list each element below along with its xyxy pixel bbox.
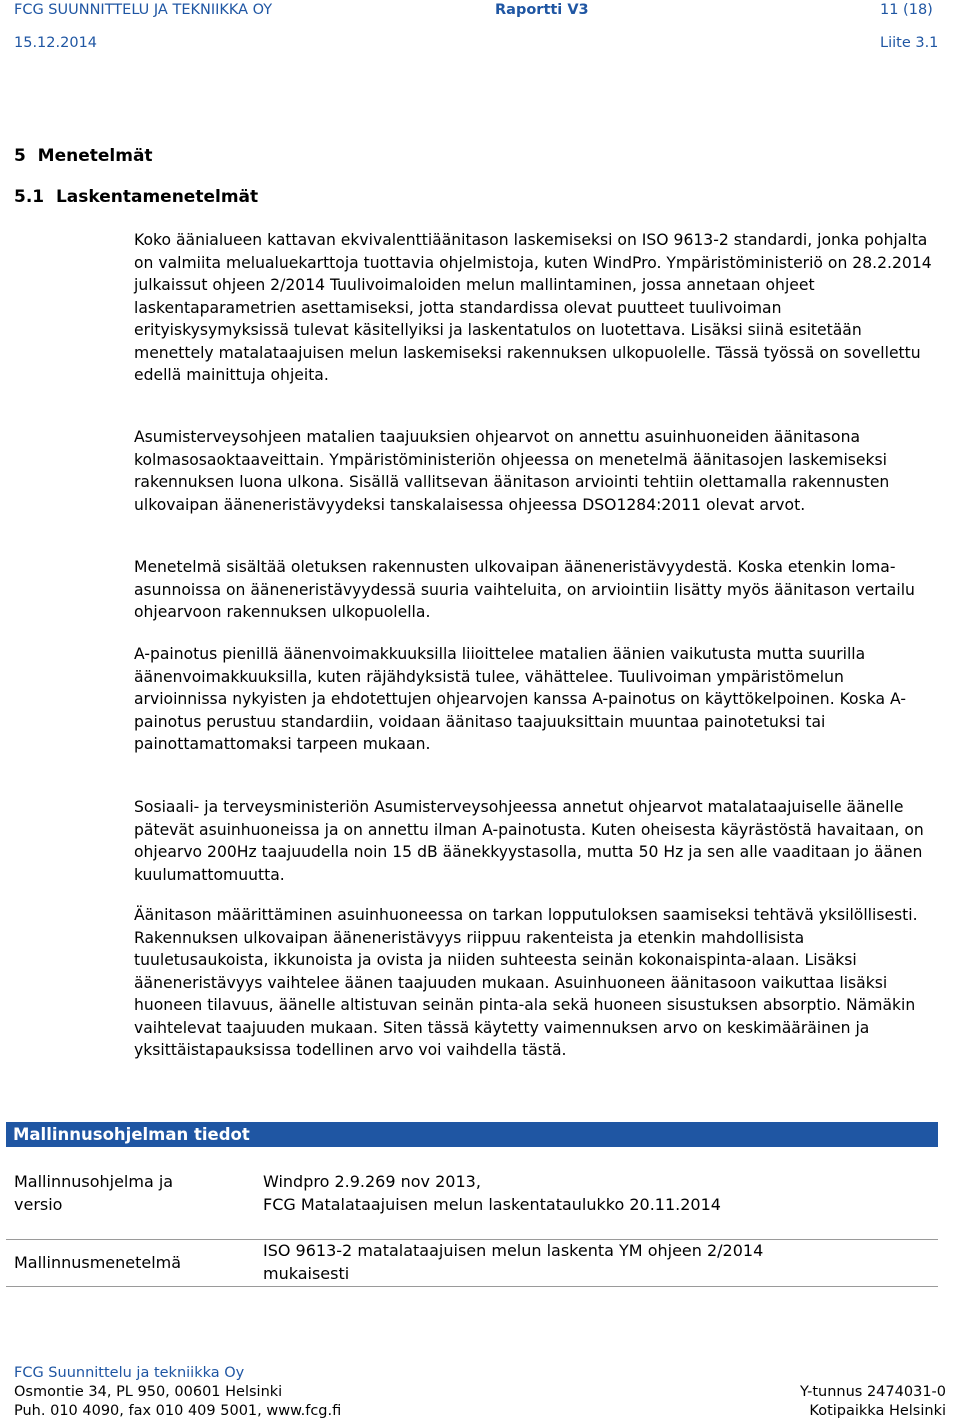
- paragraph-6-text: Äänitason määrittäminen asuinhuoneessa on tarkan lopputuloksen saamiseksi tehtävä yksilöllisesti. Rakennuksen ulkovaipan ääneneristävyys riippuu rakenteista ja etenkin mahdollisista tuuletusaukoista, ikkunoista ja ovista ja niiden suhteesta seinän kokonaispinta-alaan. Lisäksi ääneneristävyys vaihtelee äänen taajuuden mukaan. Asuinhuoneen äänitasoon vaikuttaa lisäksi huoneen tilavuus, äänelle altistuvan seinän pinta-ala sekä huoneen sisustuksen absorptio. Nämäkin vaihtelevat taajuuden mukaan. Siten tässä käytetty vaimennuksen arvo on keskimääräinen ja yksittäistapauksissa todellinen arvo voi vaihdella tästä.: [134, 906, 918, 1059]
- footer-contact: Puh. 010 4090, fax 010 409 5001, www.fcg.fi: [14, 1403, 342, 1419]
- subsection-heading: 5.1 Laskentamenetelmät: [14, 187, 259, 207]
- footer-address: Osmontie 34, PL 950, 00601 Helsinki: [14, 1384, 283, 1400]
- paragraph-6: [134, 904, 934, 1062]
- paragraph-5: [134, 796, 934, 886]
- table-row1-label-line1: Mallinnusohjelma ja: [14, 1172, 174, 1191]
- footer-domicile: Kotipaikka Helsinki: [809, 1403, 946, 1419]
- table-row2-value-line2: mukaisesti: [263, 1264, 350, 1283]
- paragraph-1-text: Koko äänialueen kattavan ekvivalenttiäänitason laskemiseksi on ISO 9613-2 standardi, jonka pohjalta on valmiita melualuekarttoja tuottavia ohjelmistoja, kuten WindPro. Ympäristöministeriö on 28.2.2014 julkaissut ohjeen 2/2014 Tuulivoimaloiden melun mallintaminen, jossa annetaan ohjeet laskentaparametrien asettamiseksi, jotta standardissa olevat puutteet tuulivoiman erityiskysymyksissä tulevat käsitellyiksi ja laskentatulos on luotettava. Lisäksi siinä esitetään menettely matalataajuisen melun laskemiseksi rakennuksen ulkopuolelle. Tässä työssä on sovellettu edellä mainittuja ohjeita.: [134, 231, 932, 384]
- table-row2-label: Mallinnusmenetelmä: [14, 1253, 182, 1272]
- table-row1-value-line1: Windpro 2.9.269 nov 2013,: [263, 1172, 481, 1191]
- paragraph-2-text: Asumisterveysohjeen matalien taajuuksien ohjearvot on annettu asuinhuoneiden äänitasona kolmasosaoktaaveittain. Ympäristöministeriön ohjeessa on menetelmä äänitasojen laskemiseksi rakennuksen luona ulkona. Sisällä vallitsevan äänitason arviointi tehtiin olettamalla rakennusten ulkovaipan ääneneristävyydeksi tanskalaisessa ohjeessa DSO1284:2011 olevat arvot.: [134, 428, 890, 514]
- paragraph-3: [134, 556, 934, 624]
- paragraph-2: [134, 426, 934, 516]
- table-bottom-border: [6, 1286, 938, 1287]
- section-heading: 5 Menetelmät: [14, 146, 153, 166]
- header-report-title: Raportti V3: [495, 2, 589, 18]
- paragraph-1: [134, 229, 934, 387]
- paragraph-4: [134, 643, 934, 756]
- header-date: 15.12.2014: [14, 35, 98, 51]
- paragraph-3-text: Menetelmä sisältää oletuksen rakennusten ulkovaipan ääneneristävyydestä. Koska etenkin loma-asunnoissa on ääneneristävyydessä suuria vaihteluita, on arviointiin lisätty myös äänitason vertailu ohjearvoon rakennuksen ulkopuolella.: [134, 558, 915, 621]
- header-appendix: Liite 3.1: [880, 35, 939, 51]
- footer-company: FCG Suunnittelu ja tekniikka Oy: [14, 1365, 245, 1381]
- table-row2-value-line1: ISO 9613-2 matalataajuisen melun laskenta YM ohjeen 2/2014: [263, 1241, 764, 1260]
- header-page-number: 11 (18): [880, 2, 933, 18]
- table-row1-value-line2: FCG Matalataajuisen melun laskentataulukko 20.11.2014: [263, 1195, 721, 1214]
- paragraph-5-text: Sosiaali- ja terveysministeriön Asumisterveysohjeessa annetut ohjearvot matalataajuiselle äänelle pätevät asuinhuoneissa ja on annettu ilman A-painotusta. Kuten oheisesta käyrästöstä havaitaan, on ohjearvo 200Hz taajuudella noin 15 dB äänekkyystasolla, mutta 50 Hz ja sen alle vaaditaan jo äänen kuulumattomuutta.: [134, 798, 924, 884]
- paragraph-4-text: A-painotus pienillä äänenvoimakkuuksilla liioittelee matalien äänien vaikutusta mutta suurilla äänenvoimakkuuksilla, kuten räjähdyksistä tulee, vähättelee. Tuulivoiman ympäristömelun arvioinnissa nykyisten ja ehdotettujen ohjearvojen kanssa A-painotus on käyttökelpoinen. Koska A-painotus perustuu standardiin, voidaan äänitaso taajuuksittain muuntaa painotetuksi tai painottamattomaksi tarpeen mukaan.: [134, 645, 906, 753]
- table-row1-label-line2: versio: [14, 1195, 63, 1214]
- header-company: FCG SUUNNITTELU JA TEKNIIKKA OY: [14, 2, 273, 18]
- footer-business-id: Y-tunnus 2474031-0: [799, 1384, 946, 1400]
- table-title-bar: Mallinnusohjelman tiedot: [6, 1122, 938, 1147]
